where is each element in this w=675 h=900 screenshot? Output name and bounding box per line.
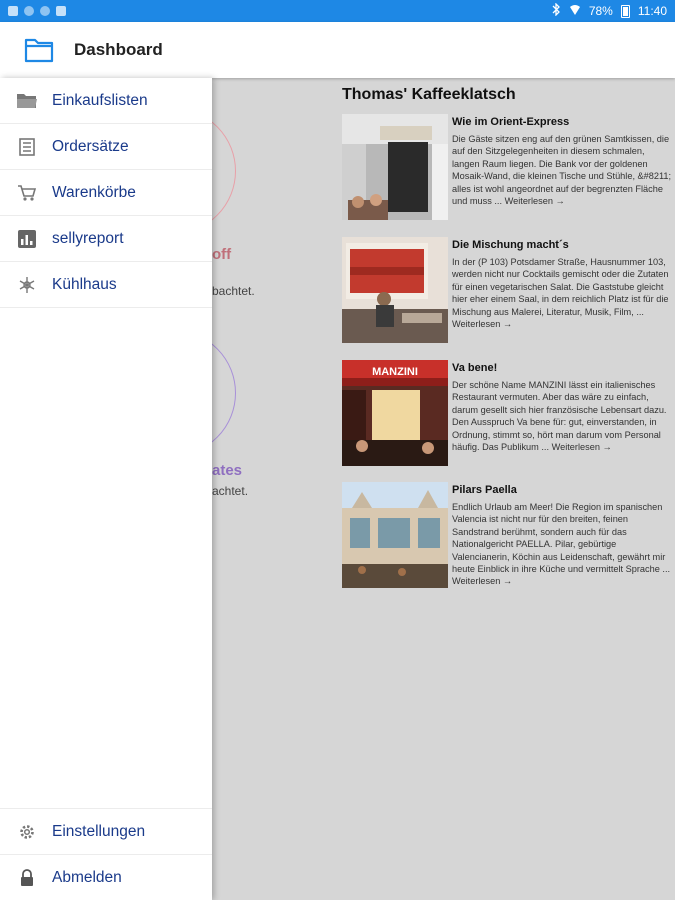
drawer-item-einkaufslisten[interactable] [0, 78, 212, 124]
drawer-item-label: Abmelden [52, 868, 122, 886]
blog-title: Thomas' Kaffeeklatsch [342, 86, 516, 103]
drawer-item-sellyreport[interactable] [0, 216, 212, 262]
battery-icon [621, 5, 630, 18]
drawer-footer [0, 808, 212, 900]
article-title[interactable]: Pilars Paella [452, 484, 517, 496]
navigation-drawer [0, 78, 212, 900]
drawer-item-warenkoerbe[interactable] [0, 170, 212, 216]
article-card[interactable] [342, 114, 672, 220]
wifi-icon [569, 4, 581, 19]
read-more-link[interactable]: Weiterlesen → [452, 319, 513, 330]
battery-percent: 78% [588, 4, 613, 18]
article-excerpt [452, 133, 672, 207]
list-icon [16, 137, 38, 157]
article-card[interactable] [342, 237, 672, 343]
read-more-link[interactable]: Weiterlesen → [551, 442, 612, 453]
notification-dot-icon [24, 6, 34, 16]
article-body: In der (P 103) Potsdamer Straße, Hausnummer 103, werden nicht nur Cocktails gemischt oder die Zutaten für einen vegetarischen Salat. Die Gaststube gleicht hier eher einem Saal, in dem reichlich Platz ist für die Mischung aus Malerei, Literatur, Musik, Film, ... [452, 257, 669, 317]
folder-open-icon [16, 91, 38, 111]
article-image[interactable] [342, 237, 448, 343]
drawer-item-label: Kühlhaus [52, 275, 117, 293]
read-more-link[interactable]: Weiterlesen → [504, 196, 565, 207]
top-app-bar [0, 22, 675, 78]
tile-title: ates [212, 462, 243, 479]
article-title[interactable]: Va bene! [452, 362, 498, 374]
article-body: Der schöne Name MANZINI lässt ein italienisches Restaurant vermuten. Aber das wäre zu einfach, darum gesellt sich hier französische Lebensart dazu. Den Ausspruch Va bene für: gut, einverstanden, in Ordnung, stimmt so, hört man darum vom Personal häufig. Das Publikum ... [452, 380, 667, 453]
drawer-item-label: Einkaufslisten [52, 91, 148, 109]
article-title[interactable]: Die Mischung macht´s [452, 239, 569, 251]
drawer-item-abmelden[interactable] [0, 854, 212, 900]
drawer-item-label: Warenkörbe [52, 183, 136, 201]
article-body: Endlich Urlaub am Meer! Die Region im spanischen Valencia ist nicht nur für den breiten, feinen Sandstrand berühmt, sondern auch für das Nationalgericht PAELLA. Pilar, gebürtige Valencianerin, Köchin aus Leidenschaft, gewährt mir heute Einblick in ihre Küche und vermittelt Sprache ... [452, 502, 671, 575]
article-card[interactable] [342, 360, 672, 466]
gallery-notification-icon [8, 6, 18, 16]
folder-icon[interactable] [24, 37, 54, 63]
article-excerpt [452, 256, 672, 330]
notification-dot-icon [40, 6, 50, 16]
article-image[interactable] [342, 360, 448, 466]
tile-title: off [212, 246, 232, 263]
bar-chart-icon [16, 229, 38, 249]
status-bar [0, 0, 675, 22]
page-title: Dashboard [74, 40, 163, 59]
drawer-item-label: sellyreport [52, 229, 124, 247]
snowflake-icon [16, 275, 38, 295]
drawer-item-einstellungen[interactable] [0, 808, 212, 854]
lock-icon [16, 868, 38, 888]
cart-icon [16, 183, 38, 203]
drawer-item-label: Einstellungen [52, 822, 146, 840]
article-image[interactable] [342, 482, 448, 588]
article-excerpt [452, 379, 672, 453]
tile-subtitle: achtet. [212, 484, 249, 498]
photo-notification-icon [56, 6, 66, 16]
gear-icon [16, 822, 38, 842]
manzini-sign: MANZINI [372, 366, 418, 378]
article-excerpt [452, 501, 672, 588]
tile-subtitle: bachtet. [212, 284, 255, 298]
bluetooth-icon [552, 3, 561, 19]
clock: 11:40 [637, 4, 667, 18]
drawer-item-kuehlhaus[interactable] [0, 262, 212, 308]
drawer-item-ordersaetze[interactable] [0, 124, 212, 170]
read-more-link[interactable]: Weiterlesen → [452, 576, 513, 587]
article-card[interactable] [342, 482, 672, 588]
article-body: Die Gäste sitzen eng auf den grünen Samtkissen, die auf den Sitzgelegenheiten in diesem schmalen, langen Raum liegen. Die Bank vor der goldenen Mosaik-Wand, die kleinen Tische und Stühle, &#8211; alles ist wohl angeordnet auf der begrenzten Fläche und muss ... [452, 134, 672, 207]
article-image[interactable] [342, 114, 448, 220]
drawer-item-label: Ordersätze [52, 137, 129, 155]
article-title[interactable]: Wie im Orient-Express [452, 116, 570, 128]
